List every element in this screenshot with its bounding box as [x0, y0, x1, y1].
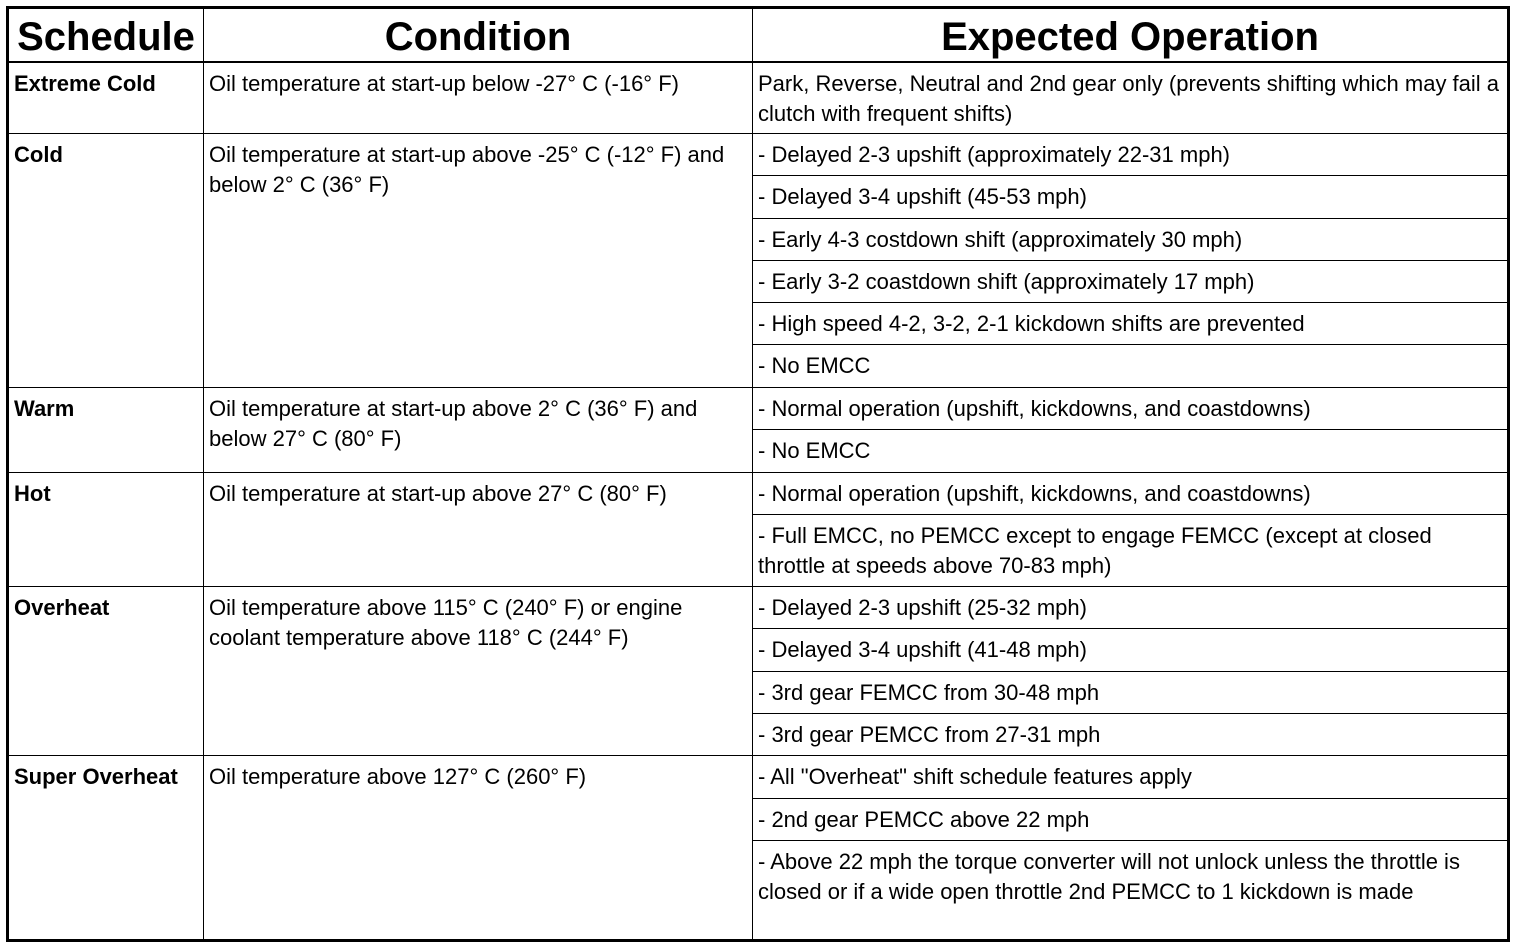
operation-cell: - 3rd gear PEMCC from 27-31 mph [753, 714, 1509, 756]
schedule-cell: Cold [8, 134, 204, 388]
table-row [8, 134, 1509, 176]
condition-cell: Oil temperature above 115° C (240° F) or engine coolant temperature above 118° C (244° F) [204, 587, 753, 756]
schedule-cell: Super Overheat [8, 756, 204, 941]
schedule-cell: Hot [8, 473, 204, 587]
expected-operation-header: Expected Operation [753, 8, 1509, 62]
schedule-cell: Extreme Cold [8, 62, 204, 134]
operation-cell: - Delayed 3-4 upshift (41-48 mph) [753, 629, 1509, 672]
operation-cell: - All "Overheat" shift schedule features apply [753, 756, 1509, 799]
operation-cell: - No EMCC [753, 345, 1509, 388]
shift-schedule-table [6, 6, 1510, 942]
operation-cell: - Full EMCC, no PEMCC except to engage FEMCC (except at closed throttle at speeds above 70-83 mph) [753, 515, 1509, 587]
operation-cell: - Delayed 3-4 upshift (45-53 mph) [753, 176, 1509, 219]
table-row [8, 756, 1509, 799]
operation-cell: - Delayed 2-3 upshift (approximately 22-31 mph) [753, 134, 1509, 176]
operation-cell: - 2nd gear PEMCC above 22 mph [753, 799, 1509, 841]
operation-cell: - Delayed 2-3 upshift (25-32 mph) [753, 587, 1509, 629]
schedule-header: Schedule [8, 8, 204, 62]
operation-cell: - No EMCC [753, 430, 1509, 473]
operation-cell: - Normal operation (upshift, kickdowns, and coastdowns) [753, 388, 1509, 430]
schedule-cell: Warm [8, 388, 204, 473]
table-row [8, 473, 1509, 515]
table-row [8, 587, 1509, 629]
table-row [8, 62, 1509, 134]
condition-cell: Oil temperature at start-up above 2° C (36° F) and below 27° C (80° F) [204, 388, 753, 473]
condition-cell: Oil temperature above 127° C (260° F) [204, 756, 753, 941]
operation-cell: - Normal operation (upshift, kickdowns, and coastdowns) [753, 473, 1509, 515]
condition-cell: Oil temperature at start-up above -25° C (-12° F) and below 2° C (36° F) [204, 134, 753, 388]
operation-cell: Park, Reverse, Neutral and 2nd gear only (prevents shifting which may fail a clutch with frequent shifts) [753, 62, 1509, 134]
operation-cell: - Early 3-2 coastdown shift (approximately 17 mph) [753, 261, 1509, 303]
condition-header: Condition [204, 8, 753, 62]
operation-cell: - Above 22 mph the torque converter will not unlock unless the throttle is closed or if a wide open throttle 2nd PEMCC to 1 kickdown is made [753, 841, 1509, 941]
operation-cell: - Early 4-3 costdown shift (approximately 30 mph) [753, 219, 1509, 261]
table-row [8, 388, 1509, 430]
schedule-cell: Overheat [8, 587, 204, 756]
condition-cell: Oil temperature at start-up below -27° C (-16° F) [204, 62, 753, 134]
operation-cell: - High speed 4-2, 3-2, 2-1 kickdown shifts are prevented [753, 303, 1509, 345]
condition-cell: Oil temperature at start-up above 27° C (80° F) [204, 473, 753, 587]
header-row [8, 8, 1509, 62]
operation-cell: - 3rd gear FEMCC from 30-48 mph [753, 672, 1509, 714]
